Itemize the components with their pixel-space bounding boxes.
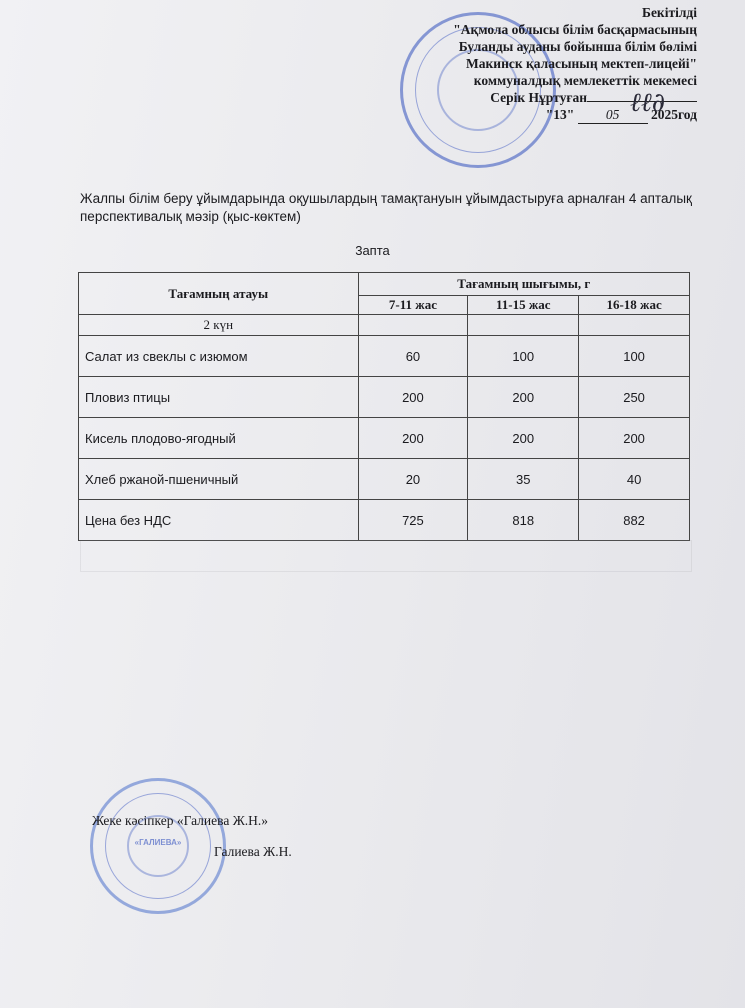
stamp-bottom-text: «ГАЛИЕВА»: [134, 838, 182, 848]
menu-heading: Жалпы білім беру ұйымдарында оқушылардың тамақтануын ұйымдастыруға арналған 4 апталық перспективалық мәзір (қыс-көктем): [80, 191, 692, 224]
day-cell-empty: [468, 315, 579, 336]
dish-value: 100: [468, 336, 579, 377]
header-age-1: 7-11 жас: [358, 296, 468, 315]
dish-name: Салат из свеклы с изюмом: [79, 336, 359, 377]
dish-value: 200: [358, 418, 468, 459]
table-row: [79, 336, 690, 377]
dish-value: 60: [358, 336, 468, 377]
dish-value: 200: [579, 418, 690, 459]
week-label: 3апта: [355, 243, 390, 258]
dish-value: 35: [468, 459, 579, 500]
signature-mark: ℓℓ∂: [630, 88, 666, 118]
price-value: 725: [358, 500, 468, 541]
date-day: 13: [553, 107, 567, 122]
date-year: 2025год: [651, 107, 697, 122]
table-row: [79, 377, 690, 418]
date-prefix: ": [545, 107, 554, 122]
header-age-3: 16-18 жас: [579, 296, 690, 315]
header-output: Тағамның шығымы, г: [358, 273, 689, 296]
dish-value: 200: [468, 377, 579, 418]
header-age-2: 11-15 жас: [468, 296, 579, 315]
table-header-row: [79, 273, 690, 296]
show-through-shadow: [80, 540, 692, 572]
dish-name: Пловиз птицы: [79, 377, 359, 418]
stamp-bottom: [90, 778, 226, 914]
dish-value: 200: [468, 418, 579, 459]
approval-title: Бекітілді: [642, 5, 697, 20]
approval-line-1: "Ақмола облысы білім басқармасының: [453, 22, 697, 37]
date-month: 05: [578, 106, 648, 124]
day-cell-empty: [358, 315, 468, 336]
date-suffix: ": [566, 107, 575, 122]
day-label: 2 күн: [79, 315, 359, 336]
price-value: 818: [468, 500, 579, 541]
contractor-title: Жеке кәсіпкер «Галиева Ж.Н.»: [92, 813, 269, 828]
table-day-row: [79, 315, 690, 336]
menu-table: [78, 272, 690, 541]
dish-value: 250: [579, 377, 690, 418]
contractor-name: Галиева Ж.Н.: [214, 844, 292, 859]
approval-line-3: Макинск қаласының мектеп-лицейі": [466, 56, 697, 71]
dish-name: Кисель плодово-ягодный: [79, 418, 359, 459]
table-row: [79, 418, 690, 459]
dish-value: 20: [358, 459, 468, 500]
table-row: [79, 459, 690, 500]
dish-value: 100: [579, 336, 690, 377]
price-label: Цена без НДС: [79, 500, 359, 541]
approval-signer: Серік Нұртуған: [490, 90, 587, 105]
approval-line-2: Буланды ауданы бойынша білім бөлімі: [458, 39, 697, 54]
header-dish-name: Тағамның атауы: [79, 273, 359, 315]
approval-line-4: коммуналдық мемлекеттік мекемесі: [473, 73, 697, 88]
table-row-price: [79, 500, 690, 541]
price-value: 882: [579, 500, 690, 541]
dish-value: 200: [358, 377, 468, 418]
day-cell-empty: [579, 315, 690, 336]
dish-value: 40: [579, 459, 690, 500]
dish-name: Хлеб ржаной-пшеничный: [79, 459, 359, 500]
